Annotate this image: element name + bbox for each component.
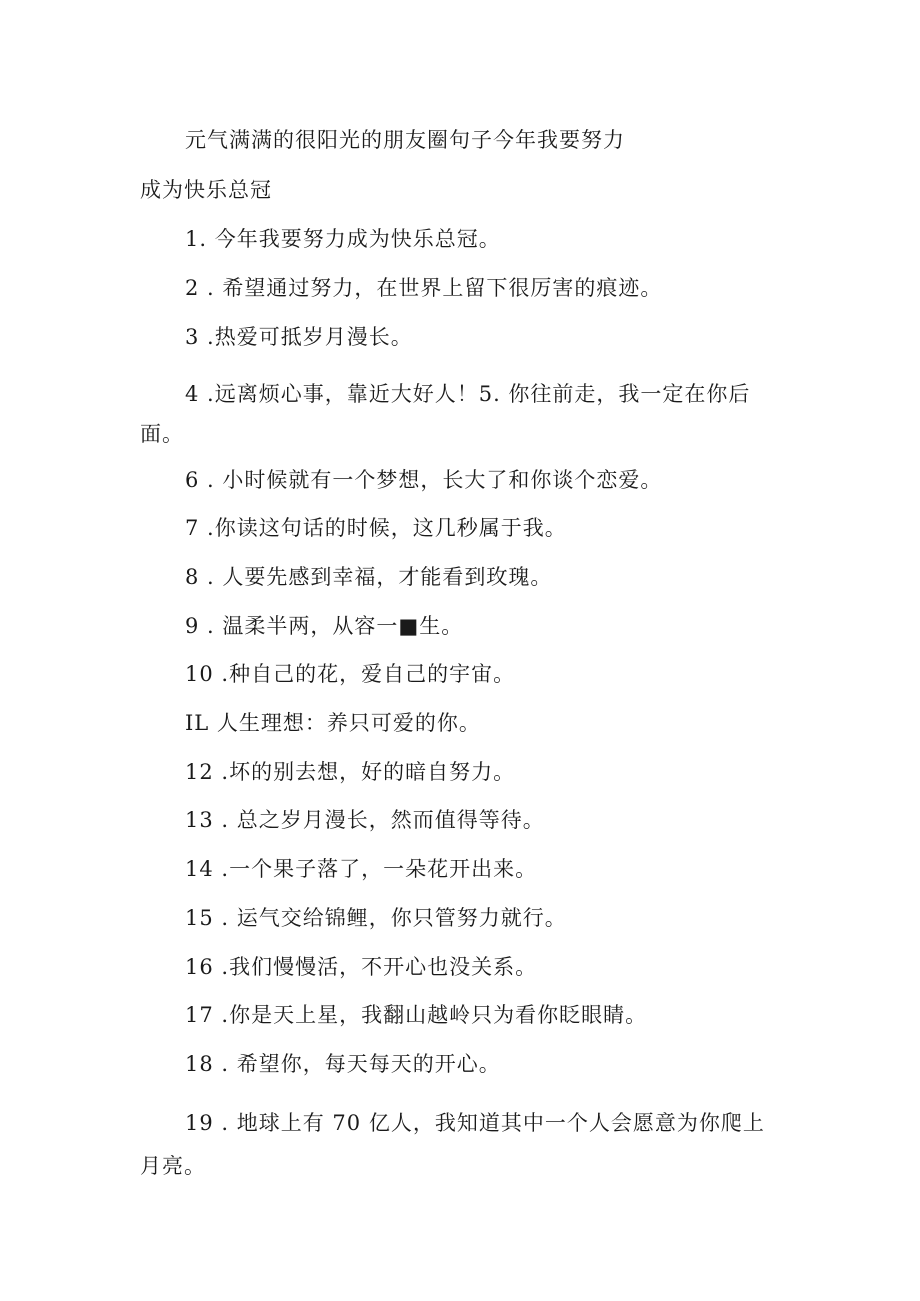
list-item-8: 8 . 人要先感到幸福，才能看到玫瑰。	[185, 565, 553, 589]
list-item-4-5: 4 .远离烦心事，靠近大好人！5. 你往前走，我一定在你后	[185, 382, 751, 406]
list-item-12: 12 .坏的别去想，好的暗自努力。	[185, 760, 516, 784]
list-item-14: 14 .一个果子落了，一朵花开出来。	[185, 857, 538, 881]
list-item-2: 2 . 希望通过努力，在世界上留下很厉害的痕迹。	[185, 276, 663, 300]
list-item-13: 13 . 总之岁月漫长，然而值得等待。	[185, 808, 545, 832]
list-item-18: 18 . 希望你，每天每天的开心。	[185, 1052, 501, 1076]
list-item-16: 16 .我们慢慢活，不开心也没关系。	[185, 955, 538, 979]
list-item-6: 6 . 小时候就有一个梦想，长大了和你谈个恋爱。	[185, 468, 663, 492]
list-item-19-continuation: 月亮。	[140, 1154, 206, 1178]
list-item-9: 9 . 温柔半两，从容一■生。	[185, 614, 464, 638]
list-item-10: 10 .种自己的花，爱自己的宇宙。	[185, 662, 516, 686]
list-item-15: 15 . 运气交给锦鲤，你只管努力就行。	[185, 906, 567, 930]
page-title-line-1: 元气满满的很阳光的朋友圈句子今年我要努力	[185, 128, 625, 152]
list-item-19: 19 . 地球上有 70 亿人，我知道其中一个人会愿意为你爬上	[185, 1111, 765, 1135]
list-item-11: IL 人生理想：养只可爱的你。	[185, 711, 481, 735]
list-item-17: 17 .你是天上星，我翻山越岭只为看你眨眼睛。	[185, 1003, 648, 1027]
list-item-3: 3 .热爱可抵岁月漫长。	[185, 325, 413, 349]
list-item-1: 1. 今年我要努力成为快乐总冠。	[185, 227, 501, 251]
list-item-7: 7 .你读这句话的时候，这几秒属于我。	[185, 516, 567, 540]
list-item-4-5-continuation: 面。	[140, 422, 184, 446]
page-title-line-2: 成为快乐总冠	[140, 178, 272, 202]
